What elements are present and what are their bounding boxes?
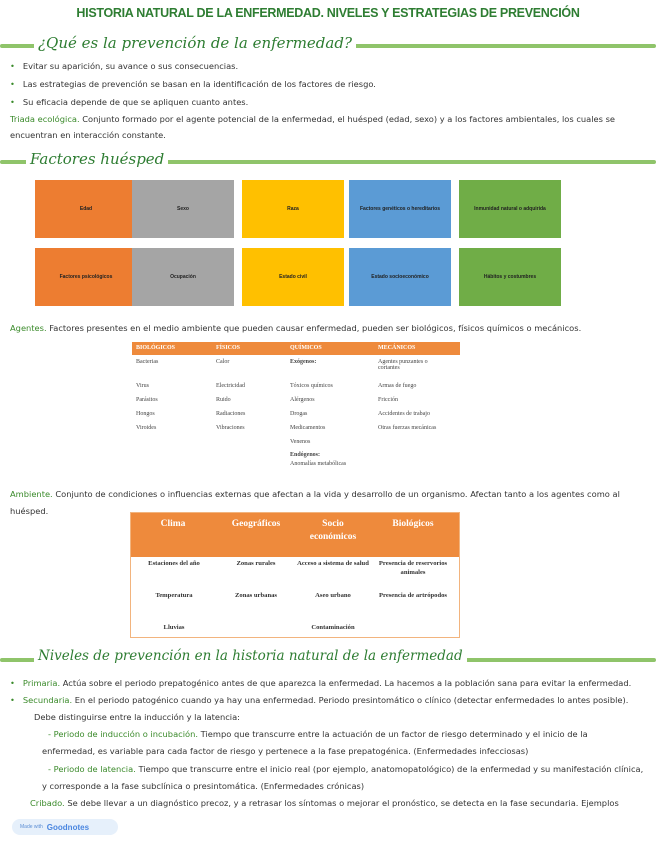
triada-term: Triada ecológica. xyxy=(10,114,80,124)
table-cell: Calor xyxy=(216,359,230,365)
host-factor-tile: Estado socioeconómico xyxy=(349,248,451,306)
column-header: QUÍMICOS xyxy=(290,345,322,351)
table-cell: Vibraciones xyxy=(216,425,245,431)
table-cell: Agentes punzantes o cortantes xyxy=(378,359,428,371)
section-header-prevention xyxy=(0,34,656,56)
bullet-item: • Evitar su aparición, su avance o sus consecuencias. xyxy=(10,61,239,71)
section-title: Niveles de prevención en la historia natural de la enfermedad xyxy=(34,648,467,664)
host-factor-tile: Inmunidad natural o adquirida xyxy=(459,180,561,238)
table-cell: Contaminación xyxy=(311,624,355,631)
triada-paragraph-cont: encuentran en interacción constante. xyxy=(10,130,166,140)
table-cell: Radiaciones xyxy=(216,411,246,417)
table-cell: Hongos xyxy=(136,411,155,417)
host-factor-tile: Estado civil xyxy=(242,248,344,306)
host-factor-tile: Sexo xyxy=(132,180,234,238)
table-cell: Viroides xyxy=(136,425,157,431)
level-primaria: • Primaria. Actúa sobre el periodo prepatogénico antes de que aparezca la enfermedad. La hacemos a la población sana para evitar la enfermedad. xyxy=(10,678,632,688)
table-cell: Aseo urbano xyxy=(315,592,351,599)
column-header: Socio económicos xyxy=(309,519,357,542)
host-factor-tile: Factores psicológicos xyxy=(35,248,137,306)
ambiente-paragraph: Ambiente. Conjunto de condiciones o influencias externas que afectan a la vida y desarrollo de un organismo. Afectan tanto a los agentes como al xyxy=(10,489,620,499)
table-cell: Anomalías metabólicas xyxy=(290,461,347,467)
table-cell: Fricción xyxy=(378,397,398,403)
level-latencia-cont: y corresponde a la fase subclínica o presintomática. (Enfermedades crónicas) xyxy=(42,781,365,791)
table-cell: Ruido xyxy=(216,397,231,403)
host-factor-tile: Edad xyxy=(35,180,137,238)
section-title: Factores huésped xyxy=(26,150,168,168)
table-cell: Presencia de reservorios animales xyxy=(378,560,448,576)
column-header: FÍSICOS xyxy=(216,345,241,351)
level-cribado: Cribado. Se debe llevar a un diagnóstico precoz, y a retrasar los síntomas o mejorar el pronóstico, se detecta en la fase secundaria. Ejemplos xyxy=(30,798,619,808)
table-cell: Electricidad xyxy=(216,383,245,389)
host-factor-tile: Raza xyxy=(242,180,344,238)
environment-table xyxy=(130,512,460,638)
agentes-term: Agentes. xyxy=(10,323,47,333)
environment-table-header xyxy=(131,513,459,557)
table-cell: Drogas xyxy=(290,411,308,417)
table-cell: Armas de fuego xyxy=(378,383,417,389)
level-latencia: - Periodo de latencia. Tiempo que transcurre entre el inicio real (por ejemplo, anatomopatológico) de la enfermedad y su manifestación clínica, xyxy=(48,764,644,774)
agentes-paragraph: Agentes. Factores presentes en el medio ambiente que pueden causar enfermedad, pueden ser biológicos, físicos químicos o mecánicos. xyxy=(10,323,582,333)
host-factor-tile: Ocupación xyxy=(132,248,234,306)
table-cell: Zonas rurales xyxy=(236,560,276,567)
table-cell: Lluvias xyxy=(163,624,185,631)
column-header: MECÁNICOS xyxy=(378,345,416,351)
column-header: BIOLÓGICOS xyxy=(136,345,176,351)
table-cell: Acceso a sistema de salud xyxy=(297,560,369,567)
goodnotes-badge[interactable]: Made with Goodnotes xyxy=(12,819,118,835)
table-cell: Tóxicos químicos xyxy=(290,383,333,389)
agents-table xyxy=(132,342,460,467)
level-distinguish: Debe distinguirse entre la inducción y la latencia: xyxy=(34,712,240,722)
level-induccion: - Periodo de inducción o incubación. Tiempo que transcurre entre la actuación de un factor de riesgo determinado y el inicio de la xyxy=(48,729,588,739)
table-cell: Parásitos xyxy=(136,397,158,403)
ambiente-paragraph-cont: huésped. xyxy=(10,506,49,516)
table-cell: Presencia de artrópodos xyxy=(378,592,447,599)
table-cell: Estaciones del año xyxy=(148,560,200,567)
bullet-item: • Su eficacia depende de que se apliquen cuanto antes. xyxy=(10,97,249,107)
host-factor-tile: Hábitos y costumbres xyxy=(459,248,561,306)
table-cell: Zonas urbanas xyxy=(235,592,277,599)
triada-paragraph: Triada ecológica. Conjunto formado por el agente potencial de la enfermedad, el huésped (edad, sexo) y a los factores ambientales, los cuales se xyxy=(10,114,616,124)
table-cell: Endógenos: xyxy=(290,452,321,458)
column-header: Clima xyxy=(160,519,186,529)
table-cell: Accidentes de trabajo xyxy=(378,411,430,417)
section-header-host xyxy=(0,150,656,172)
bullet-item: • Las estrategias de prevención se basan en la identificación de los factores de riesgo. xyxy=(10,79,376,89)
table-cell: Virus xyxy=(136,383,149,389)
table-cell: Medicamentos xyxy=(290,425,326,431)
column-header: Biológicos xyxy=(392,519,434,529)
column-header: Geográficos xyxy=(231,519,281,529)
table-cell: Venenos xyxy=(290,439,311,445)
section-header-levels xyxy=(0,648,656,670)
page-title: HISTORIA NATURAL DE LA ENFERMEDAD. NIVELES Y ESTRATEGIAS DE PREVENCIÓN xyxy=(76,6,580,20)
table-cell: Bacterias xyxy=(136,359,159,365)
table-cell: Otras fuerzas mecánicas xyxy=(378,425,437,431)
section-title: ¿Qué es la prevención de la enfermedad? xyxy=(34,34,356,52)
host-factor-tile: Factores genéticos o hereditarios xyxy=(349,180,451,238)
agents-table-header xyxy=(132,342,460,355)
level-induccion-cont: enfermedad, es variable para cada factor de riesgo y pertenece a la fase prepatogénica. (Enfermedades infecciosas) xyxy=(42,746,529,756)
level-secundaria: • Secundaria. En el periodo patogénico cuando ya hay una enfermedad. Periodo presintomático o clínico (detectar enfermedades lo antes posible). xyxy=(10,695,629,705)
table-cell: Alérgenos xyxy=(290,397,315,403)
table-cell: Temperatura xyxy=(155,592,193,599)
ambiente-term: Ambiente. xyxy=(10,489,53,499)
table-cell: Exógenos: xyxy=(290,359,317,365)
